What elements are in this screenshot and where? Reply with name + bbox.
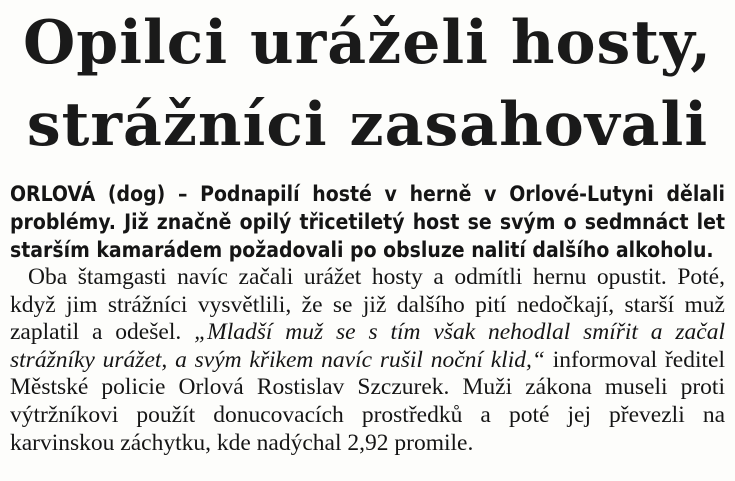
headline-line-1: Opilci uráželi hosty, [23,8,712,78]
body-text-after-quote: informoval ředitel Městské policie Orlová Rostislav Szczurek. Muži zákona museli proti výtržníkovi použít donucovacích prostředků a poté jej převezli na karvinskou záchytku, kde nadýchal 2,92 promile. [10,346,725,456]
headline [10,2,725,166]
body-paragraph [10,264,725,457]
lead-paragraph [10,180,725,264]
headline-line-2: strážníci zasahovali [26,90,709,160]
lead-text: Podnapilí hosté v herně v Orlové-Lutyni dělali problémy. Již značně opilý třicetiletý host se svým o sedmnáct let starším kamarádem požadovali po obsluze nalití dalšího alkoholu. [10,182,725,262]
dateline: ORLOVÁ (dog) – [10,182,188,206]
body-quote: „Mladší muž se s tím však nehodlal smířit a začal strážníky urážet, a svým křikem navíc rušil noční klid,“ [10,319,726,373]
body-text-before-quote: Oba štamgasti navíc začali urážet hosty a odmítli hernu opustit. Poté, když jim strážníci vysvětlili, že se již dalšího pití nedočkají, starší muž zaplatil a odešel. [10,264,725,346]
